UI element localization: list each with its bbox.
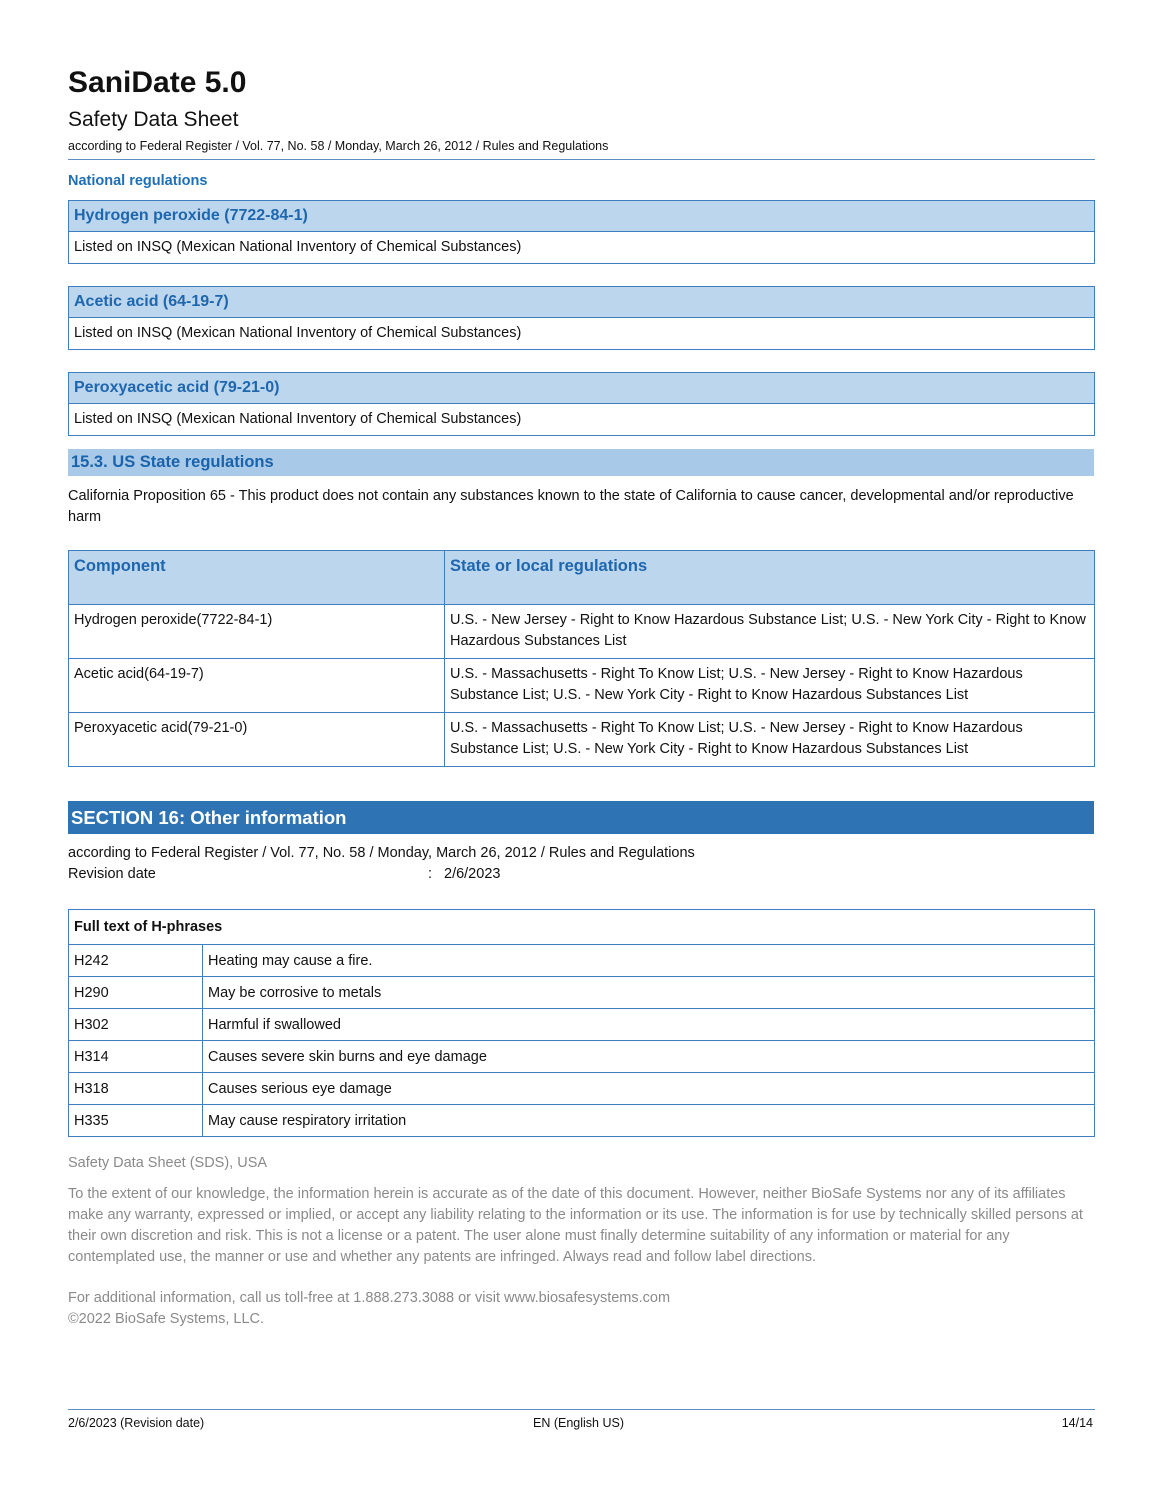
regulations-cell: U.S. - Massachusetts - Right To Know List; U.S. - New Jersey - Right to Know Hazardous Substance List; U.S. - New York City - Right to Know Hazardous Substances List	[445, 713, 1095, 767]
h-phrases-table	[68, 909, 1095, 1137]
regulation-box-text: Listed on INSQ (Mexican National Inventory of Chemical Substances)	[69, 318, 1094, 349]
footer-revision-date: 2/6/2023 (Revision date)	[68, 1416, 205, 1430]
section-16-heading: SECTION 16: Other information	[68, 801, 1094, 834]
column-header-component: Component	[69, 551, 445, 605]
component-cell: Hydrogen peroxide(7722-84-1)	[69, 605, 445, 659]
table-header-row	[69, 551, 1095, 605]
revision-date-label: Revision date	[68, 866, 156, 882]
table-row	[69, 945, 1095, 977]
sds-label: Safety Data Sheet (SDS), USA	[68, 1155, 268, 1171]
regulation-box-title: Peroxyacetic acid (79-21-0)	[69, 373, 1094, 404]
h-phrase-code: H314	[69, 1041, 203, 1073]
h-phrase-text: May be corrosive to metals	[203, 977, 1095, 1009]
table-row	[69, 1105, 1095, 1137]
h-phrase-code: H242	[69, 945, 203, 977]
table-row	[69, 659, 1095, 713]
regulations-cell: U.S. - New Jersey - Right to Know Hazardous Substance List; U.S. - New York City - Right to Know Hazardous Substances List	[445, 605, 1095, 659]
regulations-cell: U.S. - Massachusetts - Right To Know List; U.S. - New Jersey - Right to Know Hazardous Substance List; U.S. - New York City - Right to Know Hazardous Substances List	[445, 659, 1095, 713]
h-phrases-title: Full text of H-phrases	[69, 910, 1095, 945]
footer-language: EN (English US)	[533, 1416, 624, 1430]
table-row	[69, 1009, 1095, 1041]
h-phrase-code: H335	[69, 1105, 203, 1137]
h-phrase-text: Harmful if swallowed	[203, 1009, 1095, 1041]
revision-date-separator: :	[428, 866, 433, 882]
h-phrase-text: Causes serious eye damage	[203, 1073, 1095, 1105]
h-phrase-text: Causes severe skin burns and eye damage	[203, 1041, 1095, 1073]
regulation-box-text: Listed on INSQ (Mexican National Inventory of Chemical Substances)	[69, 232, 1094, 263]
section-16-reference: according to Federal Register / Vol. 77, No. 58 / Monday, March 26, 2012 / Rules and Regulations	[68, 845, 695, 861]
regulation-box-hydrogen-peroxide	[68, 200, 1095, 264]
footer-page-number: 14/14	[1061, 1416, 1093, 1430]
h-phrase-code: H302	[69, 1009, 203, 1041]
copyright: ©2022 BioSafe Systems, LLC.	[68, 1311, 265, 1327]
h-phrase-code: H290	[69, 977, 203, 1009]
column-header-regulations: State or local regulations	[445, 551, 1095, 605]
us-state-regulations-heading: 15.3. US State regulations	[68, 449, 1094, 476]
h-phrase-text: Heating may cause a fire.	[203, 945, 1095, 977]
table-row	[69, 1073, 1095, 1105]
table-row	[69, 605, 1095, 659]
h-phrase-code: H318	[69, 1073, 203, 1105]
product-title: SaniDate 5.0	[68, 66, 247, 99]
regulation-box-title: Hydrogen peroxide (7722-84-1)	[69, 201, 1094, 232]
component-cell: Acetic acid(64-19-7)	[69, 659, 445, 713]
prop65-statement: California Proposition 65 - This product does not contain any substances known to the state of California to cause cancer, developmental and/or reproductive harm	[68, 488, 1074, 525]
h-phrase-text: May cause respiratory irritation	[203, 1105, 1095, 1137]
component-cell: Peroxyacetic acid(79-21-0)	[69, 713, 445, 767]
table-row	[69, 977, 1095, 1009]
disclaimer-text: To the extent of our knowledge, the information herein is accurate as of the date of this document. However, neither BioSafe Systems nor any of its affiliates make any warranty, expressed or implied, or accept any liability relating to the information or its use. The information is for use by technically skilled persons at their own discretion and risk. This is not a license or a patent. The user alone must finally determine suitability of any information or material for any contemplated use, the manner or use and whether any patents are infringed. Always read and follow label directions.	[68, 1186, 1083, 1265]
contact-info: For additional information, call us toll-free at 1.888.273.3088 or visit www.biosafesystems.com	[68, 1290, 671, 1306]
h-phrases-title-row	[69, 910, 1095, 945]
footer-divider	[68, 1409, 1095, 1410]
regulation-reference: according to Federal Register / Vol. 77, No. 58 / Monday, March 26, 2012 / Rules and Regulations	[68, 139, 609, 153]
regulation-box-acetic-acid	[68, 286, 1095, 350]
table-row	[69, 713, 1095, 767]
regulation-box-title: Acetic acid (64-19-7)	[69, 287, 1094, 318]
document-type: Safety Data Sheet	[68, 108, 239, 131]
header-divider	[68, 159, 1095, 160]
state-regulations-table	[68, 550, 1095, 767]
national-regulations-heading: National regulations	[68, 173, 208, 189]
regulation-box-text: Listed on INSQ (Mexican National Inventory of Chemical Substances)	[69, 404, 1094, 435]
table-row	[69, 1041, 1095, 1073]
revision-date-value: 2/6/2023	[444, 866, 501, 882]
regulation-box-peroxyacetic-acid	[68, 372, 1095, 436]
